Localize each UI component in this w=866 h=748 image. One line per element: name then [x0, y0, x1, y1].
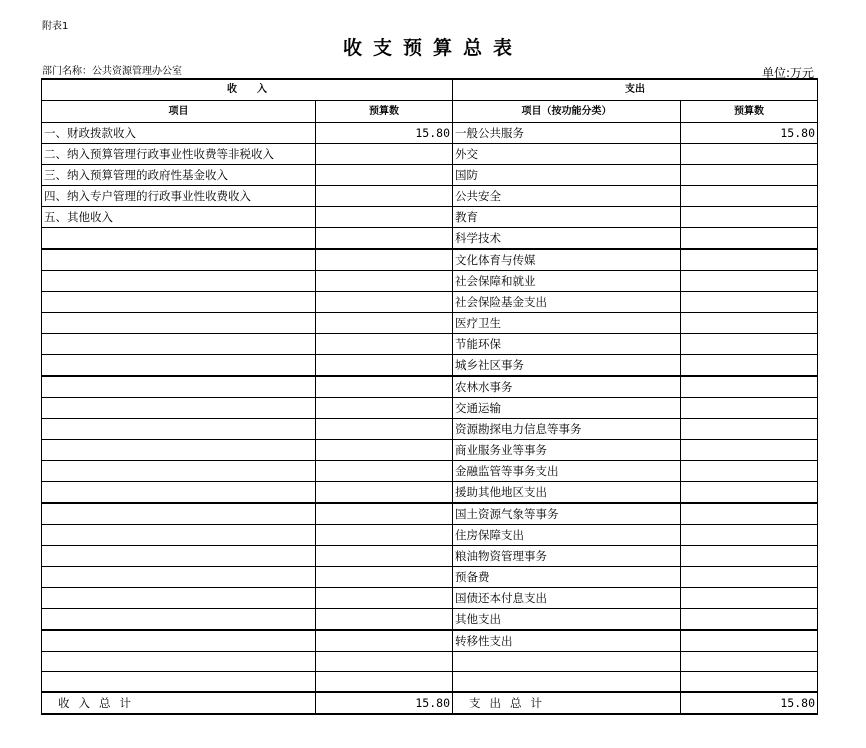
expense-item-cell: 其他支出: [453, 609, 681, 631]
income-item-cell: 五、其他收入: [42, 207, 316, 228]
expense-item-cell: 援助其他地区支出: [453, 482, 681, 504]
expense-item-cell: 国防: [453, 165, 681, 186]
expense-value-cell: [681, 546, 818, 567]
table-row: [42, 482, 818, 504]
table-row: [42, 292, 818, 313]
budget-table: [41, 78, 818, 715]
expense-item-cell: 公共安全: [453, 186, 681, 207]
income-item-cell: [42, 525, 316, 546]
expense-item-cell: [453, 672, 681, 692]
income-value-cell: [316, 228, 453, 250]
totals-row: [42, 692, 818, 714]
income-item-cell: [42, 546, 316, 567]
table-row: [42, 440, 818, 461]
expense-value-cell: [681, 609, 818, 631]
income-item-cell: [42, 228, 316, 250]
expense-value-cell: [681, 355, 818, 377]
table-row: [42, 525, 818, 546]
income-value-cell: [316, 186, 453, 207]
expense-item-cell: 社会保障和就业: [453, 271, 681, 292]
expense-value-cell: [681, 672, 818, 692]
income-value-cell: [316, 249, 453, 271]
expense-value-cell: [681, 652, 818, 672]
income-item-cell: [42, 672, 316, 692]
expense-item-cell: 国土资源气象等事务: [453, 503, 681, 525]
income-item-cell: 一、财政拨款收入: [42, 123, 316, 144]
table-row: [42, 334, 818, 355]
expense-item-cell: 预备费: [453, 567, 681, 588]
expense-value-cell: [681, 186, 818, 207]
table-row: [42, 313, 818, 334]
income-value-cell: [316, 482, 453, 504]
income-value-cell: 15.80: [316, 123, 453, 144]
expense-item-cell: 文化体育与传媒: [453, 249, 681, 271]
income-value-cell: [316, 546, 453, 567]
table-row: [42, 567, 818, 588]
department-name: 部门名称：公共资源管理办公室: [42, 66, 182, 77]
income-value-cell: [316, 334, 453, 355]
expense-value-cell: [681, 482, 818, 504]
expense-value-cell: [681, 334, 818, 355]
income-value-cell: [316, 292, 453, 313]
income-value-cell: [316, 165, 453, 186]
expense-value-cell: [681, 503, 818, 525]
expense-item-cell: 转移性支出: [453, 630, 681, 652]
expense-item-cell: 社会保险基金支出: [453, 292, 681, 313]
expense-value-cell: [681, 525, 818, 546]
income-value-cell: [316, 398, 453, 419]
expense-value-cell: [681, 567, 818, 588]
expense-value-cell: [681, 271, 818, 292]
expense-item-cell: 城乡社区事务: [453, 355, 681, 377]
expense-value-cell: [681, 228, 818, 250]
income-item-cell: [42, 652, 316, 672]
income-value-cell: [316, 207, 453, 228]
expense-item-cell: 农林水事务: [453, 376, 681, 398]
income-budget-header: 预算数: [316, 101, 453, 123]
expense-item-cell: [453, 652, 681, 672]
expense-value-cell: [681, 440, 818, 461]
table-row: [42, 165, 818, 186]
income-value-cell: [316, 609, 453, 631]
income-value-cell: [316, 461, 453, 482]
income-item-cell: [42, 398, 316, 419]
expense-value-cell: [681, 461, 818, 482]
table-row: [42, 207, 818, 228]
table-row: [42, 186, 818, 207]
income-total-label: 收入总计: [42, 692, 316, 714]
expense-value-cell: [681, 249, 818, 271]
expense-item-cell: 一般公共服务: [453, 123, 681, 144]
income-value-cell: [316, 652, 453, 672]
income-item-cell: [42, 271, 316, 292]
table-row: [42, 672, 818, 692]
expense-item-cell: 资源勘探电力信息等事务: [453, 419, 681, 440]
expense-item-header: 项目（按功能分类）: [453, 101, 681, 123]
income-item-cell: [42, 609, 316, 631]
income-item-cell: [42, 355, 316, 377]
expense-item-cell: 外交: [453, 144, 681, 165]
income-value-cell: [316, 567, 453, 588]
income-item-cell: [42, 376, 316, 398]
table-row: [42, 588, 818, 609]
table-row: [42, 355, 818, 377]
table-row: [42, 503, 818, 525]
income-item-cell: [42, 567, 316, 588]
income-value-cell: [316, 588, 453, 609]
income-item-cell: [42, 440, 316, 461]
expense-header: 支出: [453, 79, 818, 101]
income-item-cell: 三、纳入预算管理的政府性基金收入: [42, 165, 316, 186]
table-row: [42, 609, 818, 631]
expense-value-cell: [681, 376, 818, 398]
expense-item-cell: 金融监管等事务支出: [453, 461, 681, 482]
income-item-cell: [42, 419, 316, 440]
expense-total-label: 支出总计: [453, 692, 681, 714]
income-value-cell: [316, 440, 453, 461]
table-row: [42, 228, 818, 250]
income-item-cell: [42, 503, 316, 525]
expense-item-cell: 国债还本付息支出: [453, 588, 681, 609]
income-value-cell: [316, 672, 453, 692]
income-item-cell: [42, 482, 316, 504]
table-row: [42, 652, 818, 672]
income-value-cell: [316, 271, 453, 292]
income-value-cell: [316, 630, 453, 652]
expense-item-cell: 教育: [453, 207, 681, 228]
expense-value-cell: [681, 165, 818, 186]
expense-value-cell: [681, 398, 818, 419]
table-header-row: [42, 79, 818, 101]
expense-value-cell: [681, 419, 818, 440]
income-value-cell: [316, 503, 453, 525]
expense-item-cell: 交通运输: [453, 398, 681, 419]
unit-label: 单位:万元: [762, 66, 815, 80]
income-value-cell: [316, 355, 453, 377]
expense-value-cell: [681, 207, 818, 228]
income-value-cell: [316, 376, 453, 398]
income-item-cell: [42, 461, 316, 482]
income-item-cell: [42, 334, 316, 355]
table-row: [42, 144, 818, 165]
expense-item-cell: 粮油物资管理事务: [453, 546, 681, 567]
income-item-cell: 二、纳入预算管理行政事业性收费等非税收入: [42, 144, 316, 165]
expense-value-cell: [681, 144, 818, 165]
attachment-label: 附表1: [42, 21, 69, 32]
table-row: [42, 546, 818, 567]
income-value-cell: [316, 313, 453, 334]
table-row: [42, 419, 818, 440]
income-total-value: 15.80: [316, 692, 453, 714]
table-row: [42, 271, 818, 292]
expense-item-cell: 商业服务业等事务: [453, 440, 681, 461]
income-value-cell: [316, 144, 453, 165]
expense-total-value: 15.80: [681, 692, 818, 714]
expense-value-cell: [681, 292, 818, 313]
table-row: [42, 461, 818, 482]
expense-item-cell: 医疗卫生: [453, 313, 681, 334]
table-row: [42, 630, 818, 652]
income-header: 收 入: [42, 79, 453, 101]
income-item-cell: [42, 292, 316, 313]
income-value-cell: [316, 419, 453, 440]
expense-value-cell: 15.80: [681, 123, 818, 144]
table-subheader-row: [42, 101, 818, 123]
expense-item-cell: 科学技术: [453, 228, 681, 250]
income-item-cell: [42, 630, 316, 652]
expense-value-cell: [681, 313, 818, 334]
expense-budget-header: 预算数: [681, 101, 818, 123]
page-title: 收支预算总表: [342, 37, 523, 59]
expense-value-cell: [681, 630, 818, 652]
income-item-cell: 四、纳入专户管理的行政事业性收费收入: [42, 186, 316, 207]
expense-item-cell: 节能环保: [453, 334, 681, 355]
expense-value-cell: [681, 588, 818, 609]
income-item-cell: [42, 249, 316, 271]
table-row: [42, 249, 818, 271]
table-row: [42, 398, 818, 419]
income-item-header: 项目: [42, 101, 316, 123]
income-value-cell: [316, 525, 453, 546]
expense-item-cell: 住房保障支出: [453, 525, 681, 546]
income-item-cell: [42, 313, 316, 334]
table-row: [42, 376, 818, 398]
table-row: [42, 123, 818, 144]
income-item-cell: [42, 588, 316, 609]
